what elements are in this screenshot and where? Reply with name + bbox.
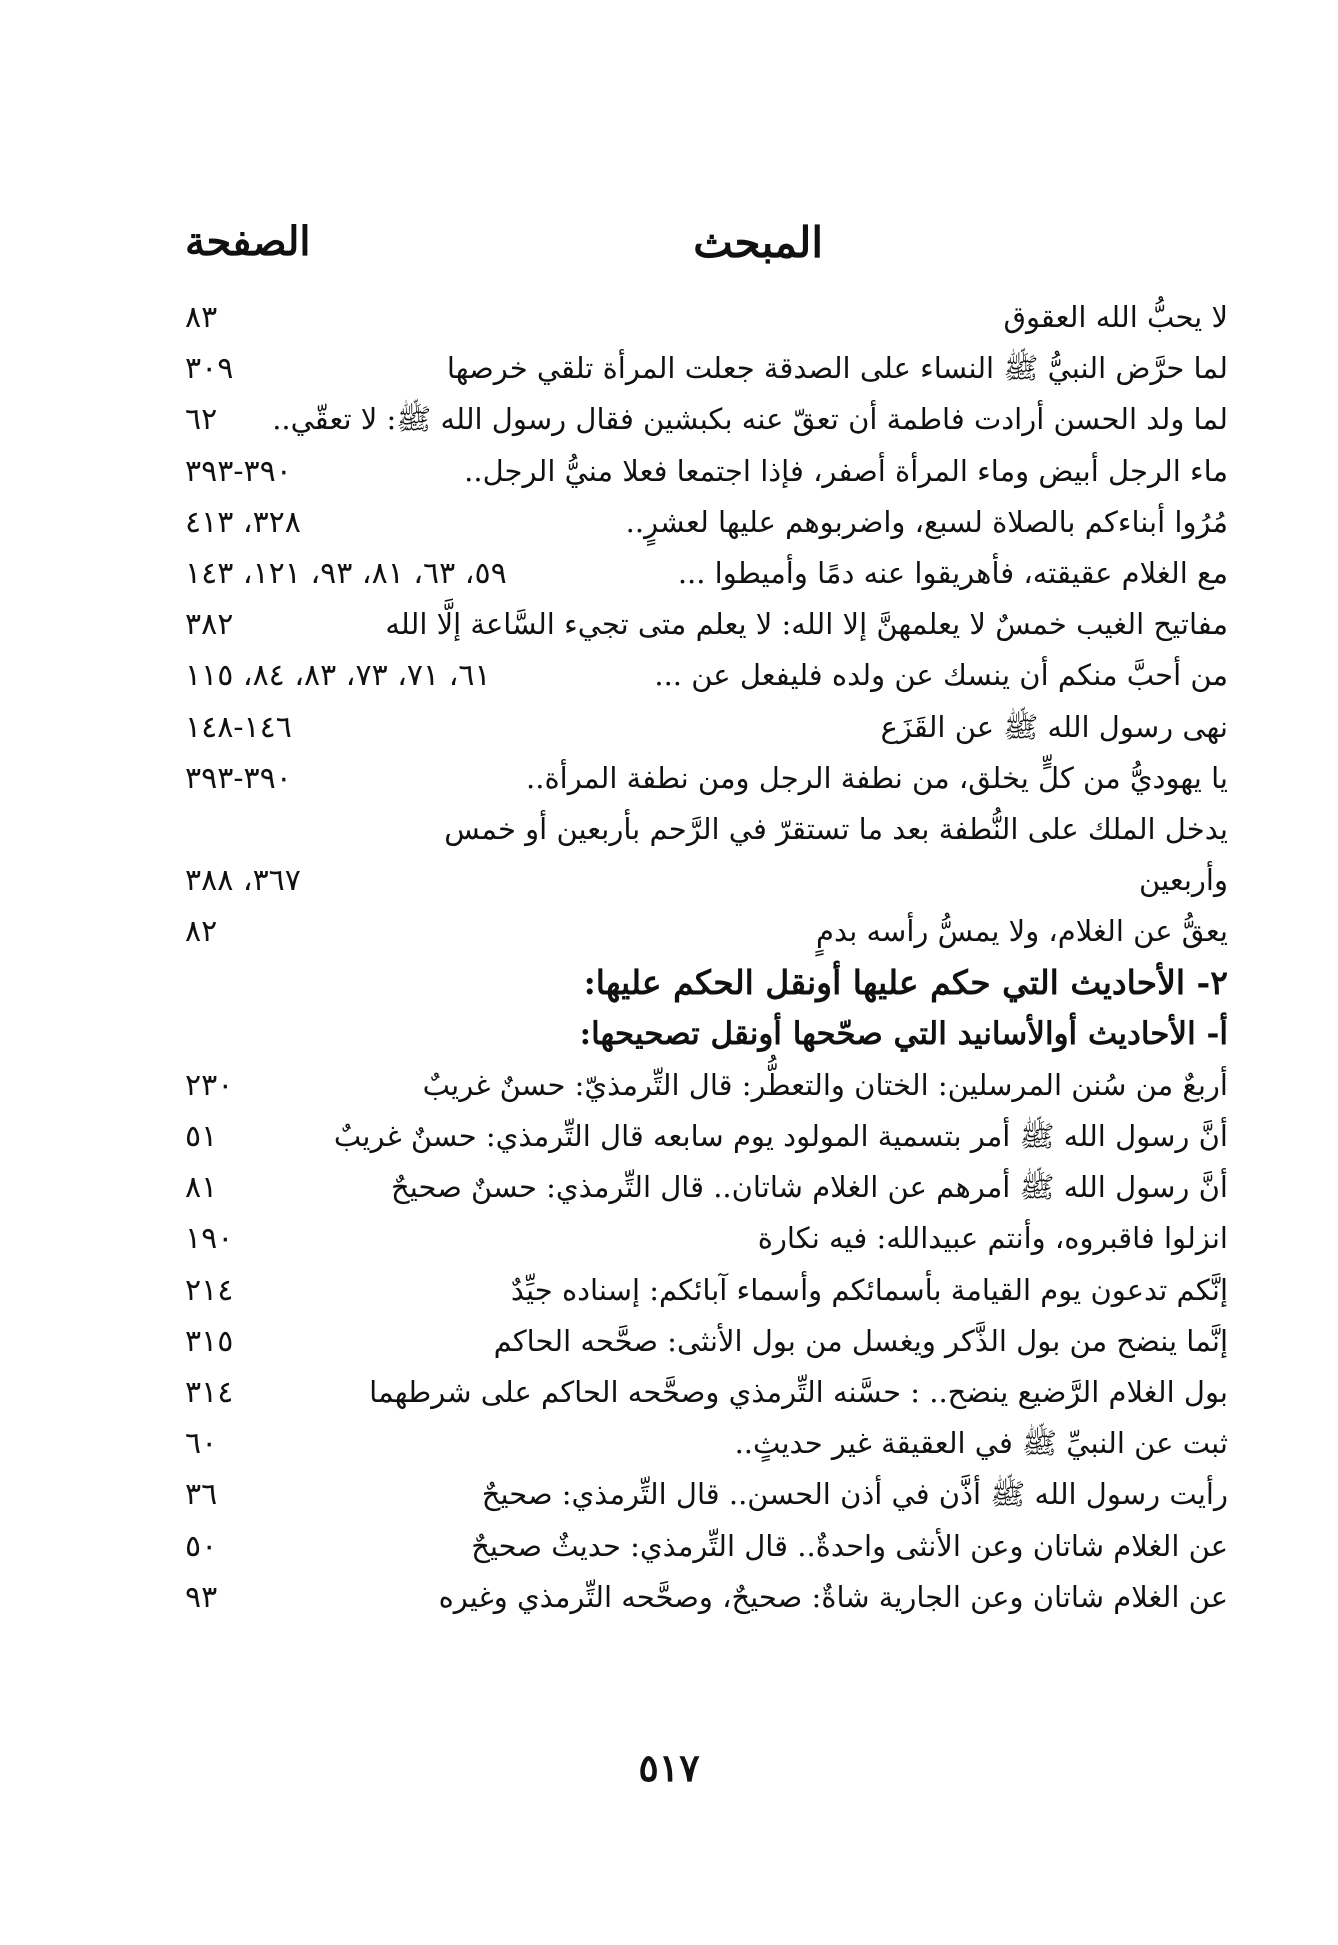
index-entry bbox=[185, 1572, 1228, 1623]
entry-text: يعقُّ عن الغلام، ولا يمسُّ رأسه بدمٍ bbox=[816, 914, 1228, 949]
entry-text: بول الغلام الرَّضيع ينضح.. : حسَّنه التِّرمذي وصحَّحه الحاكم على شرطهما bbox=[369, 1374, 1228, 1409]
entry-text: مع الغلام عقيقته، فأهريقوا عنه دمًا وأميطوا ... bbox=[677, 555, 1228, 590]
entry-page-refs: ٨٣ bbox=[185, 300, 218, 335]
entry-text: ٢- الأحاديث التي حكم عليها أونقل الحكم عليها: bbox=[583, 963, 1228, 1003]
index-entry bbox=[185, 702, 1228, 753]
entry-page-refs: ٨١ bbox=[185, 1170, 218, 1206]
entry-text: أنَّ رسول الله ﷺ أمر بتسمية المولود يوم سابعه قال التِّرمذي: حسنٌ غريبٌ bbox=[333, 1119, 1228, 1153]
entry-text: رأيت رسول الله ﷺ أذَّن في أذن الحسن.. قال التِّرمذي: صحيحٌ bbox=[481, 1477, 1228, 1512]
entry-page-refs: ٢١٤ bbox=[185, 1272, 234, 1308]
entry-page-refs: ٥٠ bbox=[185, 1528, 218, 1564]
page-number: ٥١٧ bbox=[638, 1745, 700, 1790]
entry-page-refs: ١٩٠ bbox=[185, 1221, 234, 1257]
index-entry bbox=[185, 1265, 1228, 1316]
index-entry bbox=[185, 1469, 1228, 1520]
entry-text: ماء الرجل أبيض وماء المرأة أصفر، فإذا اجتمعا فعلا منيُّ الرجل.. bbox=[464, 453, 1228, 488]
entry-page-refs: ١٤٦-١٤٨ bbox=[185, 709, 292, 745]
entry-text: يا يهوديُّ من كلٍّ يخلق، من نطفة الرجل ومن نطفة المرأة.. bbox=[526, 760, 1228, 795]
index-entry bbox=[185, 1367, 1228, 1418]
entry-text: مفاتيح الغيب خمسٌ لا يعلمهنَّ إلا الله: لا يعلم متى تجيء السَّاعة إلَّا الله bbox=[385, 607, 1228, 642]
index-entry bbox=[185, 599, 1228, 650]
entry-page-refs: ٣٩٠-٣٩٣ bbox=[185, 760, 292, 796]
entry-page-refs: ٨٢ bbox=[185, 914, 218, 950]
entry-text: عن الغلام شاتان وعن الجارية شاةٌ: صحيحٌ، وصحَّحه التِّرمذي وغيره bbox=[438, 1579, 1228, 1614]
index-entry bbox=[185, 1213, 1228, 1264]
entry-text: عن الغلام شاتان وعن الأنثى واحدةٌ.. قال التِّرمذي: حديثٌ صحيحٌ bbox=[471, 1528, 1228, 1563]
index-entry bbox=[185, 1111, 1228, 1162]
entry-page-refs: ٣٦ bbox=[185, 1477, 218, 1513]
index-entry bbox=[185, 650, 1228, 701]
index-entry bbox=[185, 1060, 1228, 1111]
entry-text: أربعٌ من سُنن المرسلين: الختان والتعطُّر: قال التِّرمذيّ: حسنٌ غريبٌ bbox=[422, 1067, 1228, 1102]
entry-page-refs: ٣١٤ bbox=[185, 1374, 234, 1410]
entry-text: لا يحبُّ الله العقوق bbox=[1003, 300, 1228, 334]
page-column-header: الصفحة bbox=[185, 218, 311, 265]
column-headers bbox=[185, 218, 1228, 278]
index-entry bbox=[185, 753, 1228, 804]
subsection-heading bbox=[185, 1009, 1228, 1060]
entry-text: أنَّ رسول الله ﷺ أمرهم عن الغلام شاتان.. قال التِّرمذي: حسنٌ صحيحٌ bbox=[391, 1170, 1228, 1205]
entry-text: من أحبَّ منكم أن ينسك عن ولده فليفعل عن ... bbox=[654, 658, 1228, 693]
entry-page-refs: ٩٣ bbox=[185, 1579, 218, 1615]
entry-page-refs: ٣٨٢ bbox=[185, 607, 234, 643]
entry-page-refs: ٣٢٨، ٤١٣ bbox=[185, 504, 301, 540]
entry-text: أ- الأحاديث أوالأسانيد التي صحّحها أونقل تصحيحها: bbox=[579, 1015, 1228, 1052]
entry-page-refs: ٦٢ bbox=[185, 402, 218, 438]
entry-page-refs: ٣٠٩ bbox=[185, 351, 234, 387]
entry-text: لما حرَّض النبيُّ ﷺ النساء على الصدقة جعلت المرأة تلقي خرصها bbox=[446, 351, 1228, 386]
topic-column-header: المبحث bbox=[693, 218, 823, 267]
entry-text: ثبت عن النبيِّ ﷺ في العقيقة غير حديثٍ.. bbox=[734, 1426, 1228, 1461]
section-heading bbox=[185, 957, 1228, 1008]
index-entry bbox=[185, 292, 1228, 343]
index-entry bbox=[185, 1418, 1228, 1469]
index-entries bbox=[185, 292, 1228, 1623]
entry-page-refs: ٦١، ٧١، ٧٣، ٨٣، ٨٤، ١١٥ bbox=[185, 658, 491, 694]
entry-text: إنَّكم تدعون يوم القيامة بأسمائكم وأسماء آبائكم: إسناده جيِّدٌ bbox=[510, 1272, 1228, 1307]
entry-page-refs: ٣٩٠-٣٩٣ bbox=[185, 453, 292, 489]
index-entry bbox=[185, 906, 1228, 957]
index-entry bbox=[185, 446, 1228, 497]
entry-text: نهى رسول الله ﷺ عن القَزَع bbox=[880, 709, 1228, 744]
index-entry bbox=[185, 497, 1228, 548]
entry-text: إنَّما ينضح من بول الذَّكر ويغسل من بول الأنثى: صحَّحه الحاكم bbox=[493, 1323, 1228, 1358]
index-entry bbox=[185, 1521, 1228, 1572]
index-entry bbox=[185, 1162, 1228, 1213]
index-entry bbox=[185, 804, 1228, 855]
index-entry bbox=[185, 343, 1228, 394]
entry-text: انزلوا فاقبروه، وأنتم عبيدالله: فيه نكارة bbox=[757, 1221, 1228, 1256]
entry-text: لما ولد الحسن أرادت فاطمة أن تعقّ عنه بكبشين فقال رسول الله ﷺ: لا تعقّي.. bbox=[272, 402, 1228, 437]
entry-page-refs: ٦٠ bbox=[185, 1426, 218, 1462]
index-entry bbox=[185, 548, 1228, 599]
entry-page-refs: ٣١٥ bbox=[185, 1323, 234, 1359]
entry-page-refs: ٥٩، ٦٣، ٨١، ٩٣، ١٢١، ١٤٣ bbox=[185, 555, 507, 591]
index-entry bbox=[185, 394, 1228, 445]
entry-text: وأربعين bbox=[1139, 863, 1228, 898]
entry-page-refs: ٥١ bbox=[185, 1119, 218, 1154]
entry-text: مُرُوا أبناءكم بالصلاة لسبع، واضربوهم عليها لعشرٍ.. bbox=[625, 504, 1228, 539]
index-entry bbox=[185, 1316, 1228, 1367]
index-entry bbox=[185, 855, 1228, 906]
entry-text: يدخل الملك على النُّطفة بعد ما تستقرّ في الرَّحم بأربعين أو خمس bbox=[444, 811, 1228, 846]
entry-page-refs: ٢٣٠ bbox=[185, 1067, 234, 1103]
entry-page-refs: ٣٦٧، ٣٨٨ bbox=[185, 863, 301, 899]
